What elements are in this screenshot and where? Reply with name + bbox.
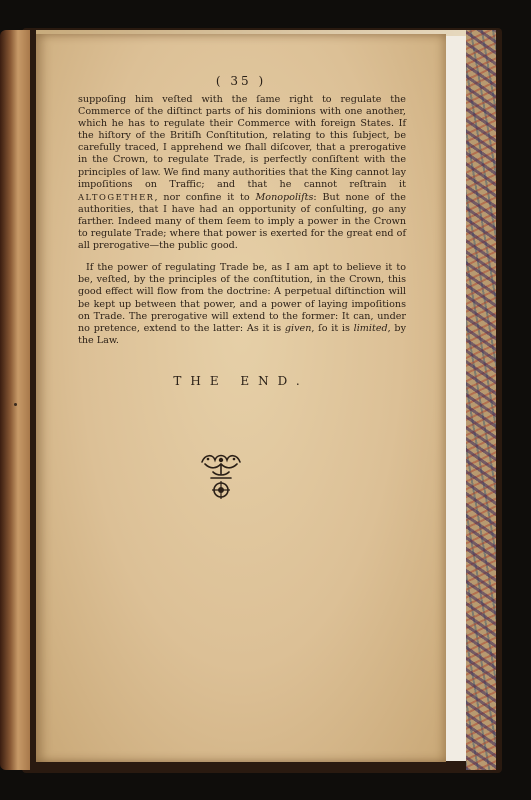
page-text [78,94,406,347]
italic-run: Monopoliſts [255,191,314,203]
margin-spot [14,403,17,406]
page-number: ( 35 ) [215,74,267,88]
text-run: : But none of the authorities, that I have had an opportunity of conſulting, go any farther. Indeed many of them ſeem to imply a power in the Crown to regulate Trade; where that power is exerted for the great end of all prerogative—the public good. [78,191,406,252]
paragraph-2 [78,262,406,347]
small-caps-run: ALTOGETHER [78,191,155,202]
italic-run: limited [353,322,388,334]
text-run: , nor confine it to [154,191,256,203]
text-run: , by the Law. [78,322,406,346]
italic-run: given [284,322,312,334]
text-run: suppoſing him veſted with the ſame right to regulate the Commerce of the diſtinct parts of his dominions with one another, which he has to regulate their Commerce with foreign States. If the hiſtory of the Britiſh Conſtitution, relating to this ſubject, be carefully traced, I apprehend we ſhall diſcover, that a prerogative in the Crown, to regulate Trade, is perfectly conſiſtent with the principles of law. We find many authorities that the King cannot lay impoſitions on Traffic; and that he cannot reſtrain it [78,94,406,190]
book-left-edge [0,30,30,770]
page-fore-edge [446,36,466,761]
printers-ornament-icon [199,450,243,500]
text-run: If the power of regulating Trade be, as I am apt to believe it to be, veſted, by the principles of the conſtitution, in the Crown, this good effect will flow from the doctrine: A perpetual diſtinction will be kept up between that power, and a power of laying impoſitions on Trade. The prerogative will extend to the former: It can, under no pretence, extend to the latter: As it is [78,262,406,334]
book-page [36,34,446,762]
paragraph-1 [78,94,406,252]
marbled-cover-edge [466,30,496,770]
the-end-heading: THE END. [173,374,309,388]
text-run: , ſo it is [311,322,354,334]
